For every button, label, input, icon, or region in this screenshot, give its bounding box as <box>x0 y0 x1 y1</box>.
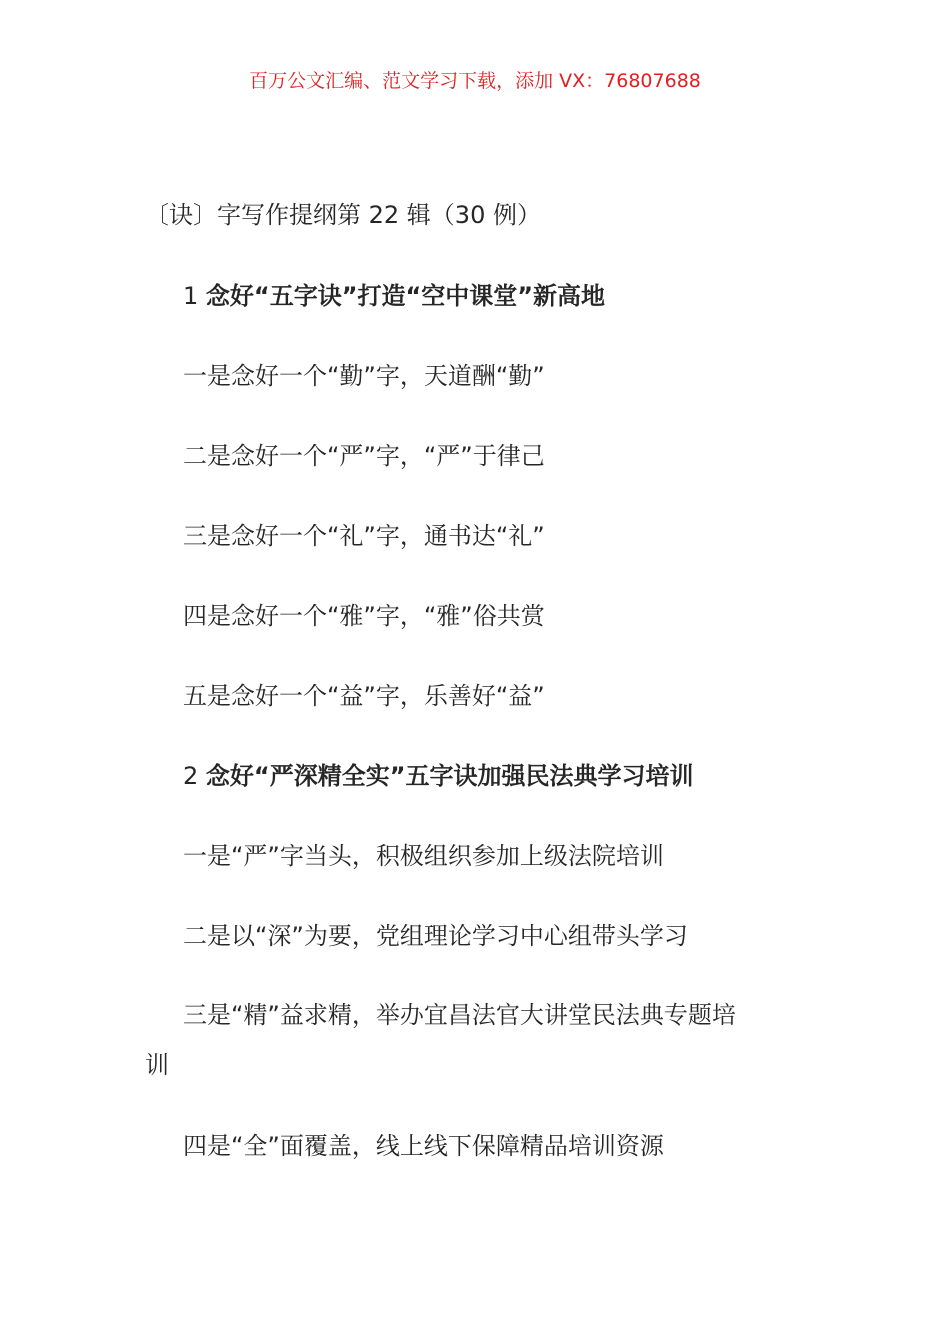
section-2-item-2: 二是以“深”为要，党组理论学习中心组带头学习 <box>183 922 688 950</box>
section-1-item-4: 四是念好一个“雅”字，“雅”俗共赏 <box>183 602 545 630</box>
header-notice: 百万公文汇编、范文学习下载，添加 VX：76807688 <box>249 70 701 92</box>
section-2-item-1: 一是“严”字当头，积极组织参加上级法院培训 <box>183 842 664 870</box>
section-1-item-3: 三是念好一个“礼”字，通书达“礼” <box>183 522 545 550</box>
section-1-item-5: 五是念好一个“益”字，乐善好“益” <box>183 682 545 710</box>
section-2-title: 念好“严深精全实”五字诀加强民法典学习培训 <box>205 762 694 790</box>
section-2-item-3-line-2: 训 <box>145 1051 169 1079</box>
section-2-number: 2 <box>183 762 199 790</box>
document-title: 〔诀〕字写作提纲第 22 辑（30 例） <box>145 201 541 229</box>
section-2-item-3-line-1: 三是“精”益求精，举办宜昌法官大讲堂民法典专题培 <box>183 1001 736 1029</box>
section-1-title: 念好“五字诀”打造“空中课堂”新高地 <box>205 282 606 310</box>
section-1-heading <box>183 276 605 311</box>
section-2-item-4: 四是“全”面覆盖，线上线下保障精品培训资源 <box>183 1132 664 1160</box>
section-1-item-2: 二是念好一个“严”字，“严”于律己 <box>183 442 545 470</box>
section-1-item-1: 一是念好一个“勤”字，天道酬“勤” <box>183 362 545 390</box>
section-1-number: 1 <box>183 282 199 310</box>
section-2-heading <box>183 756 693 791</box>
